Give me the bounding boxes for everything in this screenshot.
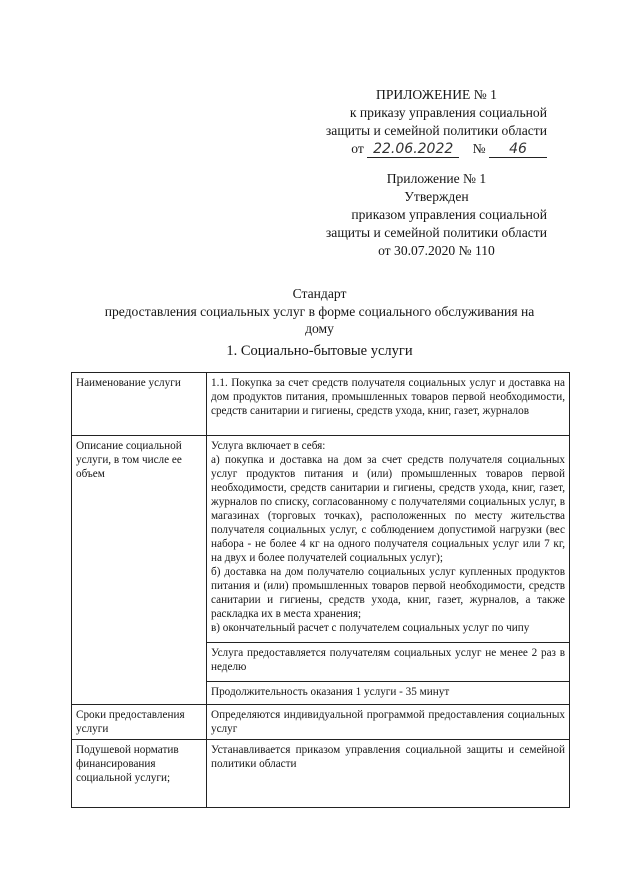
handwritten-number: 46 [489,141,547,158]
approved-line-3: защиты и семейной политики области [325,225,547,240]
approval-date-line [326,140,547,158]
approved-line-1: Утвержден [404,189,469,204]
document-title: Стандарт [292,286,347,301]
row-value [207,436,570,643]
description-item-c: в) окончательный расчет с получателем социальных услуг по чипу [211,622,530,634]
approved-title: Приложение № 1 [386,171,487,186]
table-row [72,705,570,740]
row-value: Определяются индивидуальной программой предоставления социальных услуг [207,705,570,740]
row-label: Наименование услуги [72,373,207,436]
from-label: от [351,141,364,156]
approved-line-2: приказом управления социальной [351,207,547,222]
row-label: Подушевой норматив финансирования социальной услуги; [72,740,207,808]
section-title: 1. Социально-бытовые услуги [226,343,413,359]
handwritten-date: 22.06.2022 [367,141,459,158]
row-label: Сроки предоставления услуги [72,705,207,740]
table-row [72,373,570,436]
number-label: № [472,141,486,156]
description-intro: Услуга включает в себя: [211,440,326,452]
document-subtitle-line-1: предоставления социальных услуг в форме социального обслуживания на [104,304,535,319]
approval-line-2: защиты и семейной политики области [325,123,547,138]
description-item-b: б) доставка на дом получателю социальных услуг купленных продуктов питания и (или) промышленных товаров первой необходимости, средств санитарии и гигиены, средств ухода, книг, газет, журналов, а также раскладка их в места хранения; [211,566,565,620]
table-row [72,740,570,808]
approval-title: ПРИЛОЖЕНИЕ № 1 [376,87,497,102]
table-row [72,436,570,643]
approved-by-header [326,170,547,260]
approval-line-1: к приказу управления социальной [349,105,547,120]
document-subtitle-line-2: дому [305,321,334,336]
row-value: 1.1. Покупка за счет средств получателя социальных услуг и доставка на дом продуктов питания, промышленных товаров первой необходимости, средств санитарии и гигиены, средств ухода, книг, газет, журналов [207,373,570,436]
description-item-a: а) покупка и доставка на дом за счет средств получателя социальных услуг продуктов питания и (или) промышленных товаров первой необходимости, средств санитарии и гигиены, средств ухода, книг, газет, журналов по списку, согласованному с получателями социальных услуг, в магазинах (торговых точках), расположенных по месту жительства получателя социальных услуг, с соблюдением допустимой нагрузки (вес набора - не более 4 кг на одного получателя социальных услуг или 7 кг, на двух и более получателей социальных услуг); [211,454,565,564]
duration-cell: Продолжительность оказания 1 услуги - 35 минут [207,682,570,705]
approved-line-4: от 30.07.2020 № 110 [378,243,495,258]
row-value: Устанавливается приказом управления социальной защиты и семейной политики области [207,740,570,808]
document-subtitle [60,303,579,337]
row-label: Описание социальной услуги, в том числе ее объем [72,436,207,705]
approval-header [326,86,547,158]
frequency-cell: Услуга предоставляется получателям социальных услуг не менее 2 раз в неделю [207,643,570,682]
service-standard-table [71,372,570,808]
